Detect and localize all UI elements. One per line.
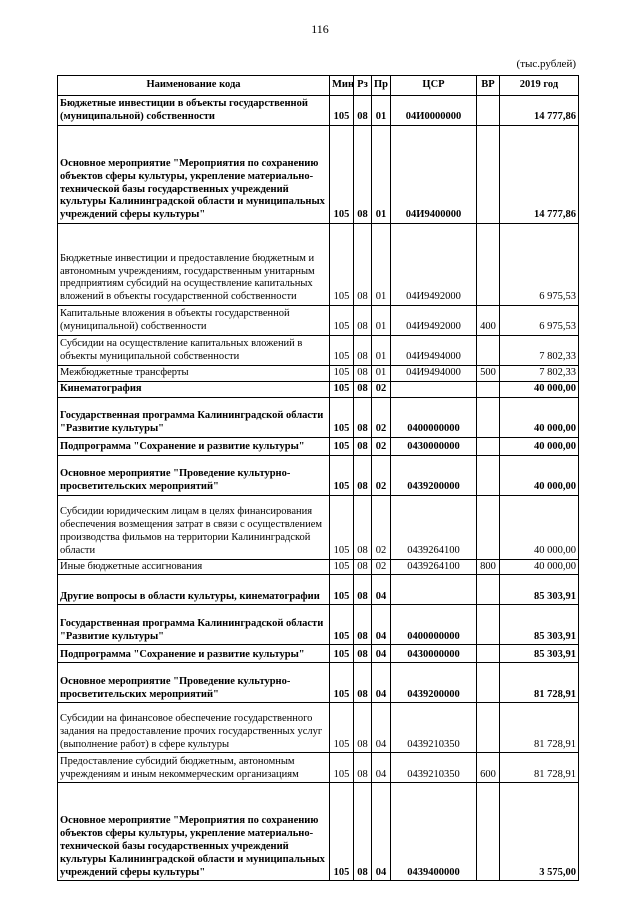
cell-amount: 81 728,91 xyxy=(500,663,579,703)
table-row xyxy=(58,306,579,336)
cell-amount: 40 000,00 xyxy=(500,495,579,559)
cell-name: Бюджетные инвестиции и предоставление бюджетным и автономным учреждениям, государственным унитарным предприятиям субсидий на осуществление капитальных вложений в объекты государственной собственности xyxy=(58,224,330,306)
cell-pr: 02 xyxy=(372,455,391,495)
cell-name: Основное мероприятие "Проведение культурно-просветительских мероприятий" xyxy=(58,663,330,703)
cell-csr: 0430000000 xyxy=(391,437,477,455)
cell-vr xyxy=(477,437,500,455)
table-row xyxy=(58,605,579,645)
cell-min: 105 xyxy=(330,381,354,397)
cell-pr: 01 xyxy=(372,224,391,306)
cell-name: Государственная программа Калининградской области "Развитие культуры" xyxy=(58,397,330,437)
table-row xyxy=(58,575,579,605)
cell-csr: 0439264100 xyxy=(391,495,477,559)
cell-vr xyxy=(477,605,500,645)
header-name: Наименование кода xyxy=(58,76,330,96)
cell-min: 105 xyxy=(330,605,354,645)
cell-pr: 01 xyxy=(372,336,391,366)
cell-rz: 08 xyxy=(354,96,372,126)
cell-name: Субсидии на финансовое обеспечение государственного задания на предоставление прочих государственных услуг (выполнение работ) в сфере культуры xyxy=(58,703,330,753)
cell-amount: 40 000,00 xyxy=(500,437,579,455)
cell-pr: 04 xyxy=(372,703,391,753)
cell-min: 105 xyxy=(330,455,354,495)
cell-min: 105 xyxy=(330,336,354,366)
table-header-row xyxy=(58,76,579,96)
cell-min: 105 xyxy=(330,306,354,336)
cell-rz: 08 xyxy=(354,366,372,382)
cell-rz: 08 xyxy=(354,605,372,645)
cell-csr: 0439200000 xyxy=(391,455,477,495)
table-body xyxy=(58,96,579,881)
cell-rz: 08 xyxy=(354,575,372,605)
table-row xyxy=(58,397,579,437)
cell-csr: 0439200000 xyxy=(391,663,477,703)
cell-amount: 6 975,53 xyxy=(500,224,579,306)
cell-amount: 40 000,00 xyxy=(500,397,579,437)
cell-pr: 02 xyxy=(372,381,391,397)
cell-pr: 04 xyxy=(372,575,391,605)
cell-pr: 02 xyxy=(372,559,391,575)
cell-pr: 04 xyxy=(372,605,391,645)
cell-min: 105 xyxy=(330,663,354,703)
table-row xyxy=(58,559,579,575)
cell-csr: 04И9494000 xyxy=(391,366,477,382)
table-row xyxy=(58,663,579,703)
cell-rz: 08 xyxy=(354,663,372,703)
cell-rz: 08 xyxy=(354,336,372,366)
cell-rz: 08 xyxy=(354,381,372,397)
cell-rz: 08 xyxy=(354,224,372,306)
cell-name: Иные бюджетные ассигнования xyxy=(58,559,330,575)
cell-name: Другие вопросы в области культуры, кинематографии xyxy=(58,575,330,605)
table-row xyxy=(58,455,579,495)
cell-vr xyxy=(477,381,500,397)
header-pr: Пр xyxy=(372,76,391,96)
cell-rz: 08 xyxy=(354,753,372,783)
cell-name: Государственная программа Калининградской области "Развитие культуры" xyxy=(58,605,330,645)
table-row xyxy=(58,366,579,382)
cell-csr: 0400000000 xyxy=(391,605,477,645)
table-row xyxy=(58,645,579,663)
cell-rz: 08 xyxy=(354,645,372,663)
cell-vr xyxy=(477,96,500,126)
cell-csr: 04И9400000 xyxy=(391,126,477,224)
cell-min: 105 xyxy=(330,224,354,306)
cell-min: 105 xyxy=(330,96,354,126)
cell-min: 105 xyxy=(330,559,354,575)
cell-rz: 08 xyxy=(354,397,372,437)
table-row xyxy=(58,381,579,397)
cell-pr: 01 xyxy=(372,126,391,224)
table-row xyxy=(58,703,579,753)
header-min: Мин xyxy=(330,76,354,96)
cell-vr xyxy=(477,575,500,605)
cell-vr xyxy=(477,663,500,703)
header-rz: Рз xyxy=(354,76,372,96)
cell-csr xyxy=(391,575,477,605)
header-csr: ЦСР xyxy=(391,76,477,96)
table-row xyxy=(58,437,579,455)
cell-vr xyxy=(477,336,500,366)
page-number: 116 xyxy=(311,22,329,36)
cell-csr: 0439210350 xyxy=(391,703,477,753)
cell-rz: 08 xyxy=(354,126,372,224)
cell-min: 105 xyxy=(330,783,354,881)
cell-amount: 3 575,00 xyxy=(500,783,579,881)
cell-min: 105 xyxy=(330,397,354,437)
cell-amount: 40 000,00 xyxy=(500,559,579,575)
cell-amount: 7 802,33 xyxy=(500,336,579,366)
cell-vr: 400 xyxy=(477,306,500,336)
cell-amount: 85 303,91 xyxy=(500,605,579,645)
header-vr: ВР xyxy=(477,76,500,96)
cell-pr: 01 xyxy=(372,96,391,126)
cell-pr: 04 xyxy=(372,663,391,703)
units-label: (тыс.рублей) xyxy=(516,58,576,70)
cell-min: 105 xyxy=(330,437,354,455)
table-row xyxy=(58,753,579,783)
cell-name: Капитальные вложения в объекты государственной (муниципальной) собственности xyxy=(58,306,330,336)
cell-name: Бюджетные инвестиции в объекты государственной (муниципальной) собственности xyxy=(58,96,330,126)
cell-amount: 6 975,53 xyxy=(500,306,579,336)
cell-rz: 08 xyxy=(354,455,372,495)
cell-min: 105 xyxy=(330,495,354,559)
cell-csr: 0430000000 xyxy=(391,645,477,663)
cell-amount: 81 728,91 xyxy=(500,753,579,783)
cell-csr xyxy=(391,381,477,397)
budget-table xyxy=(57,75,579,881)
table-row xyxy=(58,336,579,366)
cell-csr: 04И9492000 xyxy=(391,224,477,306)
cell-csr: 0439264100 xyxy=(391,559,477,575)
cell-min: 105 xyxy=(330,703,354,753)
table-row xyxy=(58,224,579,306)
cell-name: Кинематография xyxy=(58,381,330,397)
cell-amount: 40 000,00 xyxy=(500,381,579,397)
cell-pr: 01 xyxy=(372,306,391,336)
header-amount: 2019 год xyxy=(500,76,579,96)
table-row xyxy=(58,783,579,881)
cell-amount: 40 000,00 xyxy=(500,455,579,495)
cell-amount: 81 728,91 xyxy=(500,703,579,753)
cell-rz: 08 xyxy=(354,703,372,753)
cell-pr: 02 xyxy=(372,397,391,437)
cell-csr: 04И0000000 xyxy=(391,96,477,126)
cell-vr xyxy=(477,783,500,881)
cell-pr: 01 xyxy=(372,366,391,382)
cell-amount: 14 777,86 xyxy=(500,96,579,126)
cell-min: 105 xyxy=(330,753,354,783)
cell-amount: 7 802,33 xyxy=(500,366,579,382)
cell-name: Межбюджетные трансферты xyxy=(58,366,330,382)
cell-vr: 500 xyxy=(477,366,500,382)
cell-min: 105 xyxy=(330,126,354,224)
cell-csr: 0439210350 xyxy=(391,753,477,783)
cell-min: 105 xyxy=(330,366,354,382)
table-row xyxy=(58,126,579,224)
cell-name: Субсидии юридическим лицам в целях финансирования обеспечения возмещения затрат в связи с осуществлением производства фильмов на территории Калининградской области xyxy=(58,495,330,559)
cell-vr xyxy=(477,495,500,559)
cell-csr: 04И9494000 xyxy=(391,336,477,366)
cell-name: Подпрограмма "Сохранение и развитие культуры" xyxy=(58,437,330,455)
cell-csr: 04И9492000 xyxy=(391,306,477,336)
cell-name: Предоставление субсидий бюджетным, автономным учреждениям и иным некоммерческим организациям xyxy=(58,753,330,783)
cell-vr xyxy=(477,397,500,437)
cell-pr: 02 xyxy=(372,437,391,455)
cell-name: Подпрограмма "Сохранение и развитие культуры" xyxy=(58,645,330,663)
cell-vr xyxy=(477,703,500,753)
table-row xyxy=(58,495,579,559)
cell-name: Основное мероприятие "Проведение культурно-просветительских мероприятий" xyxy=(58,455,330,495)
cell-pr: 04 xyxy=(372,753,391,783)
cell-rz: 08 xyxy=(354,783,372,881)
cell-vr xyxy=(477,126,500,224)
cell-csr: 0400000000 xyxy=(391,397,477,437)
cell-vr xyxy=(477,645,500,663)
cell-min: 105 xyxy=(330,645,354,663)
cell-vr xyxy=(477,224,500,306)
cell-amount: 14 777,86 xyxy=(500,126,579,224)
table-row xyxy=(58,96,579,126)
cell-vr: 600 xyxy=(477,753,500,783)
cell-min: 105 xyxy=(330,575,354,605)
cell-rz: 08 xyxy=(354,559,372,575)
cell-pr: 04 xyxy=(372,645,391,663)
cell-amount: 85 303,91 xyxy=(500,575,579,605)
cell-rz: 08 xyxy=(354,495,372,559)
cell-rz: 08 xyxy=(354,437,372,455)
cell-pr: 04 xyxy=(372,783,391,881)
cell-name: Основное мероприятие "Мероприятия по сохранению объектов сферы культуры, укрепление материально-технической базы государственных учреждений культуры Калининградской области и муниципальных учреждений сферы культуры" xyxy=(58,126,330,224)
cell-pr: 02 xyxy=(372,495,391,559)
cell-name: Основное мероприятие "Мероприятия по сохранению объектов сферы культуры, укрепление материально-технической базы государственных учреждений культуры Калининградской области и муниципальных учреждений сферы культуры" xyxy=(58,783,330,881)
cell-vr: 800 xyxy=(477,559,500,575)
cell-rz: 08 xyxy=(354,306,372,336)
cell-csr: 0439400000 xyxy=(391,783,477,881)
cell-vr xyxy=(477,455,500,495)
cell-amount: 85 303,91 xyxy=(500,645,579,663)
cell-name: Субсидии на осуществление капитальных вложений в объекты муниципальной собственности xyxy=(58,336,330,366)
